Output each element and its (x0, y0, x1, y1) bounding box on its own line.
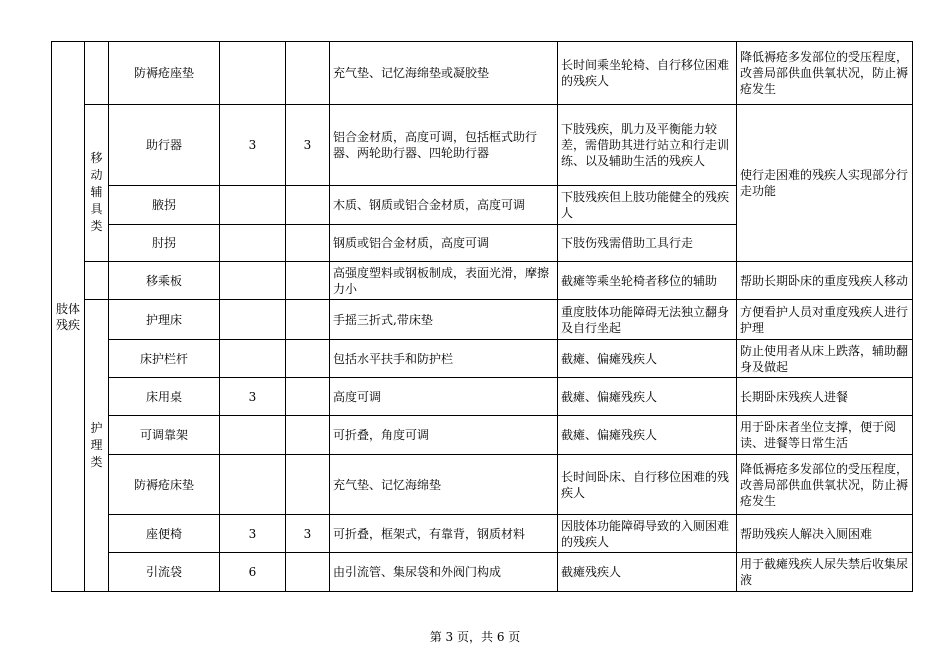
spec-cell: 高度可调 (330, 378, 558, 416)
spec-cell: 包括水平扶手和防护栏 (330, 340, 558, 378)
function-cell: 降低褥疮多发部位的受压程度，改善局部供血供氧状况，防止褥疮发生 (737, 455, 913, 515)
target-cell: 下肢伤残需借助工具行走 (558, 225, 737, 262)
quantity-2 (286, 225, 330, 262)
quantity-2 (286, 186, 330, 225)
table-row (52, 455, 913, 515)
item-name: 可调靠架 (109, 416, 220, 455)
quantity-1 (220, 455, 286, 515)
quantity-1 (220, 42, 286, 105)
item-name: 引流袋 (109, 553, 220, 592)
quantity-2 (286, 262, 330, 300)
target-cell: 长时间卧床、自行移位困难的残疾人 (558, 455, 737, 515)
quantity-1 (220, 225, 286, 262)
table-row (52, 42, 913, 105)
item-name: 床护栏杆 (109, 340, 220, 378)
quantity-2 (286, 455, 330, 515)
page-number: 第 3 页，共 6 页 (429, 630, 521, 644)
quantity-1: 3 (220, 378, 286, 416)
quantity-1 (220, 416, 286, 455)
target-cell: 下肢残疾但上肢功能健全的残疾人 (558, 186, 737, 225)
quantity-2 (286, 42, 330, 105)
quantity-2 (286, 553, 330, 592)
target-cell: 截瘫等乘坐轮椅者移位的辅助 (558, 262, 737, 300)
function-cell: 帮助长期卧床的重度残疾人移动 (737, 262, 913, 300)
blank-group-cell (85, 42, 109, 105)
item-name: 腋拐 (109, 186, 220, 225)
spec-cell: 木质、钢质或铝合金材质，高度可调 (330, 186, 558, 225)
quantity-1: 3 (220, 105, 286, 186)
function-cell: 用于卧床者坐位支撑，便于阅读、进餐等日常生活 (737, 416, 913, 455)
function-cell: 降低褥疮多发部位的受压程度，改善局部供血供氧状况，防止褥疮发生 (737, 42, 913, 105)
group-cell-nursing (85, 300, 109, 592)
target-cell: 下肢残疾，肌力及平衡能力较差，需借助其进行站立和行走训练、以及辅助生活的残疾人 (558, 105, 737, 186)
group-cell-mobility (85, 105, 109, 262)
quantity-1 (220, 300, 286, 340)
item-name: 防褥疮床垫 (109, 455, 220, 515)
target-cell: 长时间乘坐轮椅、自行移位困难的残疾人 (558, 42, 737, 105)
spec-cell: 由引流管、集尿袋和外阀门构成 (330, 553, 558, 592)
table-row (52, 416, 913, 455)
spec-cell: 高强度塑料或钢板制成，表面光滑，摩擦力小 (330, 262, 558, 300)
item-name: 座便椅 (109, 515, 220, 553)
spec-cell: 铝合金材质，高度可调，包括框式助行器、两轮助行器、四轮助行器 (330, 105, 558, 186)
target-cell: 截瘫、偏瘫残疾人 (558, 416, 737, 455)
function-cell: 帮助残疾人解决入厕困难 (737, 515, 913, 553)
table-row (52, 300, 913, 340)
quantity-2: 3 (286, 105, 330, 186)
function-cell: 方便看护人员对重度残疾人进行护理 (737, 300, 913, 340)
quantity-1 (220, 186, 286, 225)
spec-cell: 充气垫、记忆海绵垫 (330, 455, 558, 515)
table-row (52, 262, 913, 300)
spec-cell: 充气垫、记忆海绵垫或凝胶垫 (330, 42, 558, 105)
spec-cell: 钢质或铝合金材质，高度可调 (330, 225, 558, 262)
table-row (52, 378, 913, 416)
main-category-label: 肢体残疾 (55, 301, 80, 332)
spec-cell: 可折叠，框架式，有靠背，钢质材料 (330, 515, 558, 553)
spec-cell: 手摇三折式,带床垫 (330, 300, 558, 340)
function-cell: 用于截瘫残疾人尿失禁后收集尿液 (737, 553, 913, 592)
group-label-mobility: 移动辅具类 (90, 150, 103, 233)
target-cell: 截瘫、偏瘫残疾人 (558, 340, 737, 378)
target-cell: 因肢体功能障碍导致的入厕困难的残疾人 (558, 515, 737, 553)
spec-cell: 可折叠，角度可调 (330, 416, 558, 455)
quantity-2 (286, 340, 330, 378)
item-name: 肘拐 (109, 225, 220, 262)
quantity-1 (220, 262, 286, 300)
quantity-1: 6 (220, 553, 286, 592)
equipment-table (51, 41, 913, 592)
table-row (52, 105, 913, 186)
function-cell: 防止使用者从床上跌落，辅助翻身及做起 (737, 340, 913, 378)
target-cell: 重度肢体功能障碍无法独立翻身及自行坐起 (558, 300, 737, 340)
quantity-2 (286, 416, 330, 455)
item-name: 移乘板 (109, 262, 220, 300)
item-name: 助行器 (109, 105, 220, 186)
quantity-2 (286, 378, 330, 416)
quantity-2: 3 (286, 515, 330, 553)
target-cell: 截瘫、偏瘫残疾人 (558, 378, 737, 416)
quantity-2 (286, 300, 330, 340)
table-row (52, 553, 913, 592)
item-name: 防褥疮座垫 (109, 42, 220, 105)
function-cell: 使行走困难的残疾人实现部分行走功能 (737, 105, 913, 262)
blank-group-cell (85, 262, 109, 300)
quantity-1: 3 (220, 515, 286, 553)
main-category-cell (52, 42, 85, 592)
group-label-nursing: 护理类 (90, 421, 103, 469)
table-row (52, 340, 913, 378)
quantity-1 (220, 340, 286, 378)
table-row (52, 515, 913, 553)
item-name: 床用桌 (109, 378, 220, 416)
function-cell: 长期卧床残疾人进餐 (737, 378, 913, 416)
item-name: 护理床 (109, 300, 220, 340)
target-cell: 截瘫残疾人 (558, 553, 737, 592)
